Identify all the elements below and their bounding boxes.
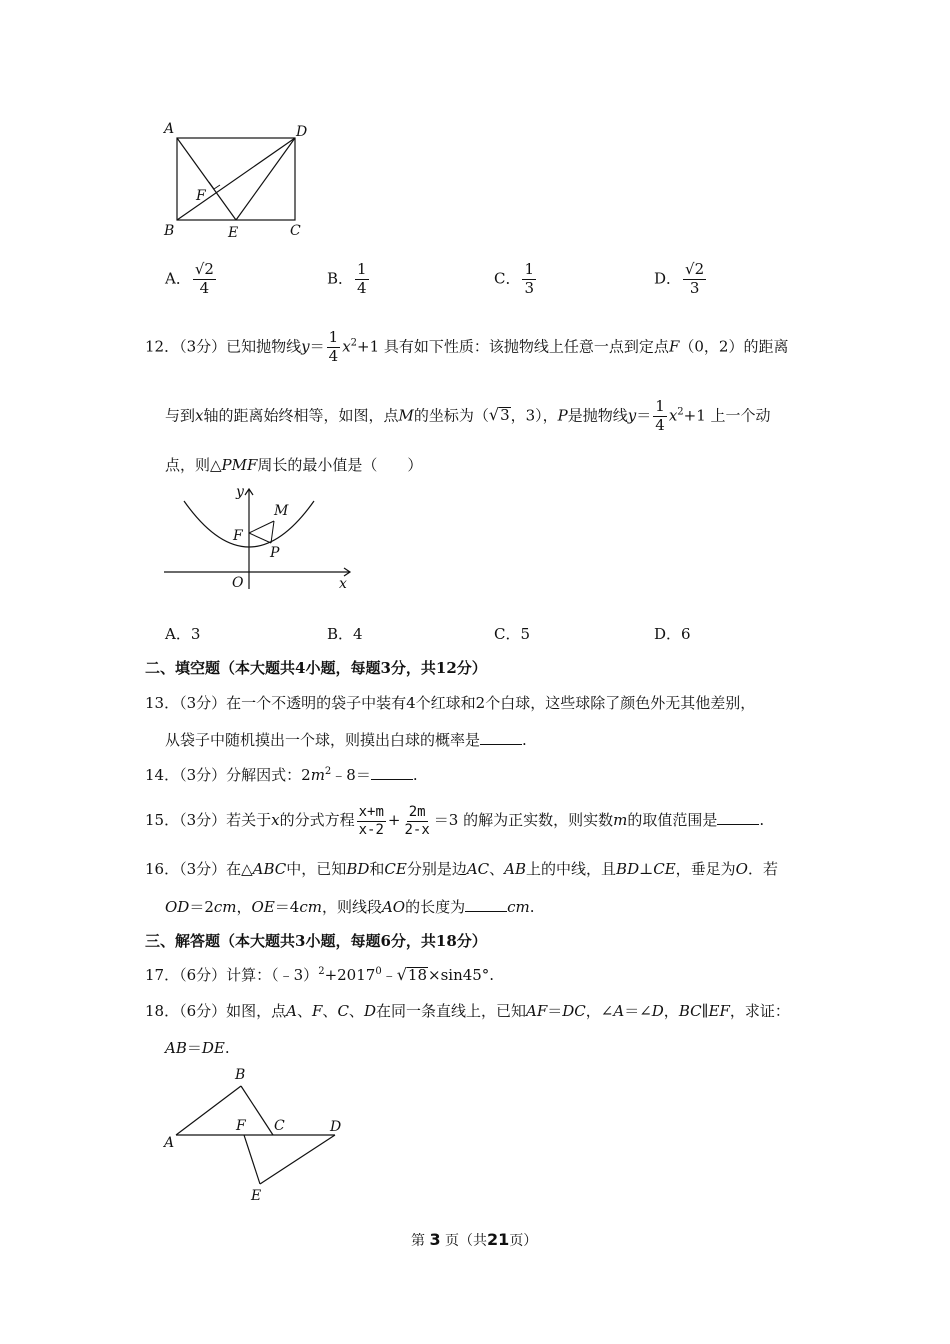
section-3-heading: 三、解答题（本大题共3小题，每题6分，共18分） — [145, 932, 487, 950]
q11-option-a: A． $\frac{√2}{4}$ — [165, 260, 214, 297]
q18-line-1: 18．（6分）如图，点A、F、C、D在同一条直线上，已知AF＝DC，∠A＝∠D，BC∥EF，求证： — [145, 1002, 790, 1020]
q17-line: 17．（6分）计算：$(﹣3)^2+2017^0﹣$ √ 18 ×sin45°. — [145, 965, 495, 984]
q18-label-f: F — [236, 1118, 246, 1134]
q12-option-a: A．3 — [165, 625, 201, 643]
q11-label-e: E — [228, 225, 239, 241]
q12-line-3: 点，则△PMF周长的最小值是（ ） — [165, 456, 423, 474]
q12-label-p: P — [270, 545, 280, 561]
q18-line-2: AB＝DE. — [165, 1039, 230, 1057]
q12-line-2: 与到x轴的距离始终相等，如图，点M的坐标为（ √ 3 ，3），P是抛物线y＝ $\frac{1}{4}$ $x^2+1$ 上一个动 — [165, 397, 771, 434]
q12-label-o: O — [232, 575, 244, 591]
q18-label-b: B — [235, 1067, 246, 1083]
q11-option-c: C． $\frac{1}{3}$ — [494, 260, 535, 297]
q12-label-f: F — [233, 528, 243, 544]
q18-figure — [160, 1062, 360, 1207]
q11-option-b: B． $\frac{1}{4}$ — [327, 260, 367, 297]
q12-option-b: B．4 — [327, 625, 363, 643]
page-footer: 第 3 页（共21页） — [411, 1230, 538, 1249]
q12-option-d: D．6 — [654, 625, 691, 643]
q11-figure — [160, 118, 320, 243]
q18-label-d: D — [330, 1119, 342, 1135]
section-2-heading: 二、填空题（本大题共4小题，每题3分，共12分） — [145, 659, 487, 677]
q12-label-m: M — [274, 503, 289, 519]
page-total: 21 — [487, 1230, 510, 1249]
q18-label-e: E — [251, 1188, 262, 1204]
q11-label-a: A — [164, 121, 175, 137]
q14-line: 14．（3分）分解因式：$2m^2﹣8=$ . — [145, 766, 418, 784]
q15-line: 15．（3分）若关于x的分式方程 $\frac{x+m}{x-2}$ + $\frac{2m}{2-x}$ ＝3 的解为正实数，则实数m的取值范围是 . — [145, 804, 765, 838]
q12-label-x: x — [339, 576, 347, 592]
q12-figure — [160, 483, 360, 593]
q16-line-2: OD＝2cm，OE＝4cm，则线段AO的长度为 cm. — [165, 898, 535, 916]
q12-line-1: 12．（3分）已知抛物线y＝ $\frac{1}{4}$ $x^2+1$ 具有如下性质：该抛物线上任意一点到定点F（0，2）的距离 — [145, 328, 789, 365]
q11-option-d: D． $\frac{√2}{3}$ — [654, 260, 705, 297]
q16-line-1: 16．（3分）在△ABC中，已知BD和CE分别是边AC、AB上的中线，且BD⊥CE，垂足为O．若 — [145, 860, 778, 878]
q18-label-c: C — [274, 1118, 285, 1134]
q11-label-f: F — [196, 188, 206, 204]
q18-label-a: A — [164, 1135, 175, 1151]
q11-label-c: C — [290, 223, 301, 239]
q13-line-1: 13．（3分）在一个不透明的袋子中装有4个红球和2个白球，这些球除了颜色外无其他差别， — [145, 694, 756, 712]
q11-label-b: B — [164, 223, 175, 239]
q13-line-2: 从袋子中随机摸出一个球，则摸出白球的概率是 . — [165, 731, 527, 749]
page-number: 3 — [429, 1230, 441, 1249]
q12-option-c: C．5 — [494, 625, 531, 643]
q11-label-d: D — [296, 124, 308, 140]
q12-label-y: y — [236, 484, 244, 500]
